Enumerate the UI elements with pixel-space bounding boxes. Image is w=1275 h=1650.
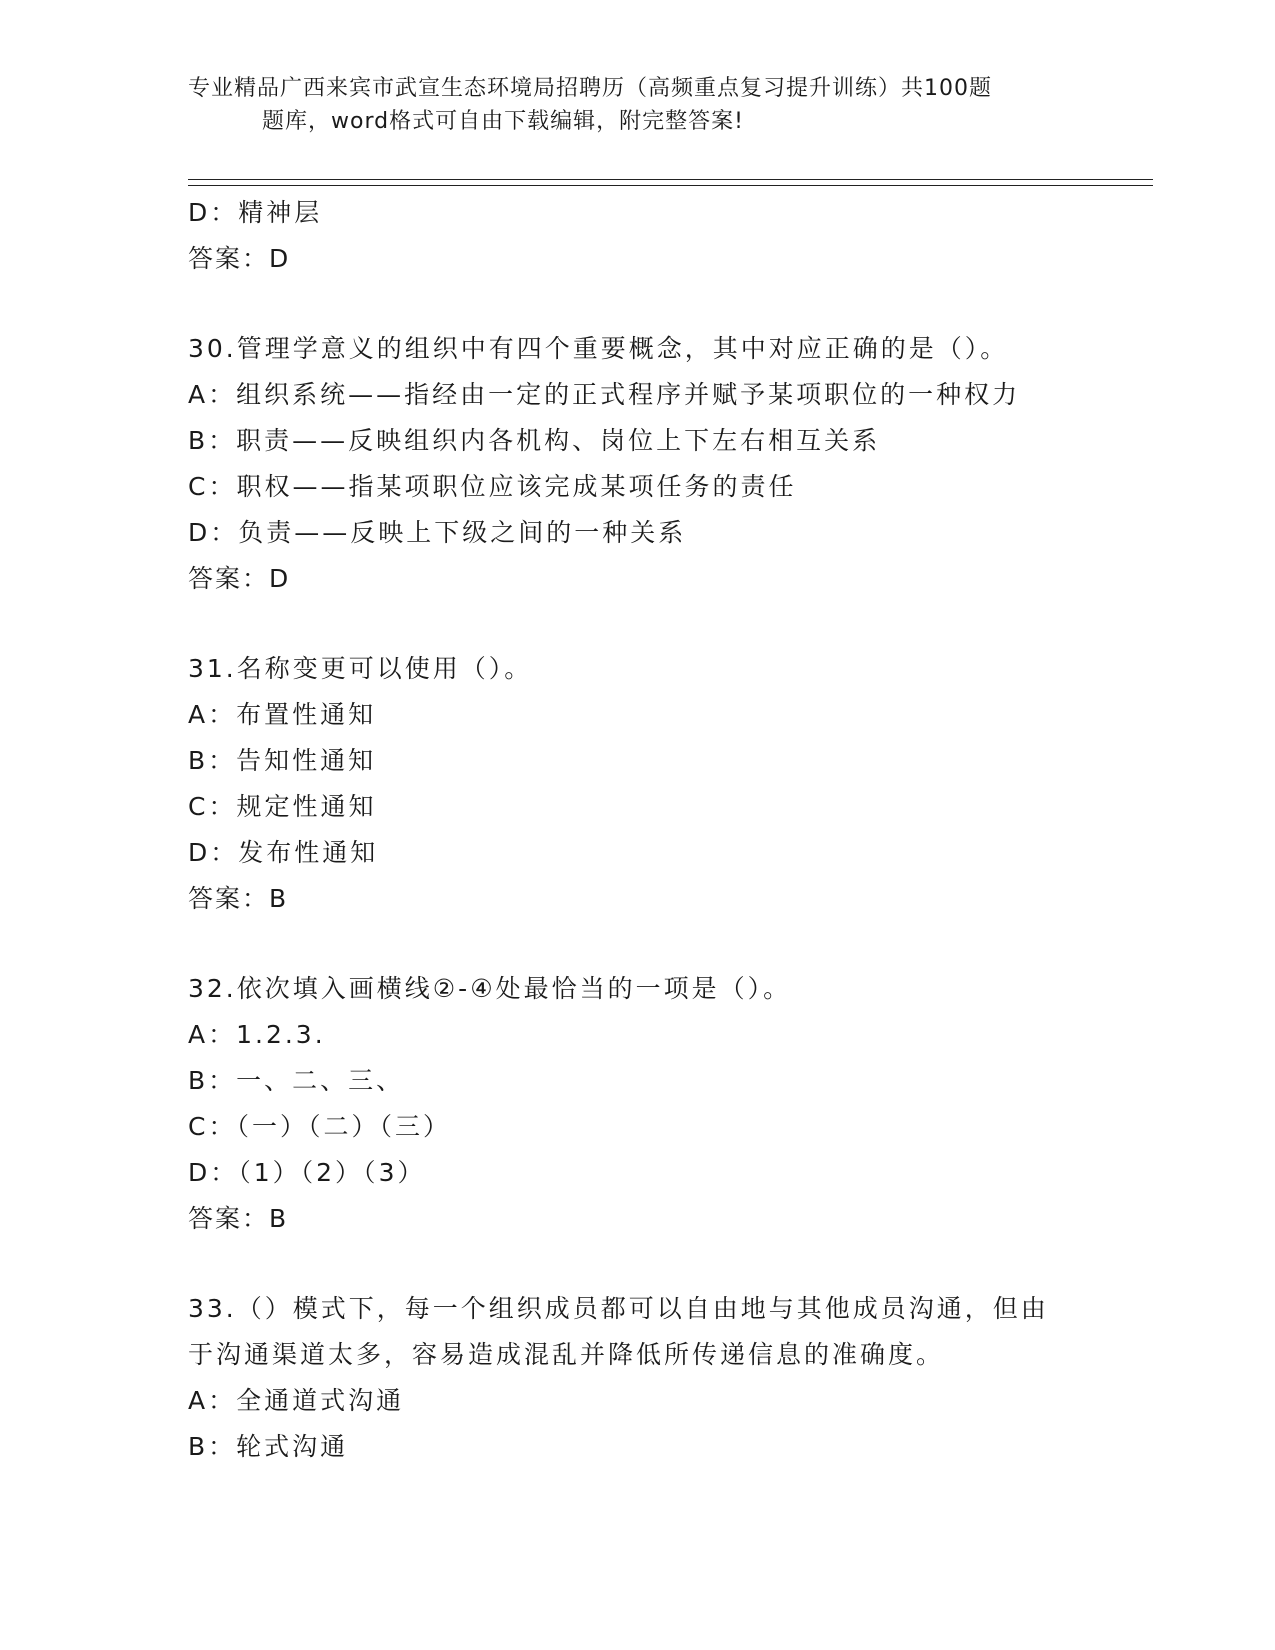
spacer: [188, 602, 1108, 646]
q31-option-c: C：规定性通知: [188, 792, 377, 821]
question-content: [188, 190, 1108, 1470]
q33-stem-line1: 33.（）模式下，每一个组织成员都可以自由地与其他成员沟通，但由: [188, 1294, 1049, 1323]
q33-option-b: B：轮式沟通: [188, 1432, 349, 1461]
q33-option-a: A：全通道式沟通: [188, 1386, 405, 1415]
spacer: [188, 1242, 1108, 1286]
document-header: [188, 72, 1068, 138]
header-title-line1: 专业精品广西来宾市武宣生态环境局招聘历（高频重点复习提升训练）共100题: [188, 76, 992, 101]
q31-option-b: B：告知性通知: [188, 746, 377, 775]
q30-option-a: A：组织系统——指经由一定的正式程序并赋予某项职位的一种权力: [188, 380, 1021, 409]
q33-stem-line2: 于沟通渠道太多，容易造成混乱并降低所传递信息的准确度。: [188, 1340, 945, 1369]
q29-option-d: D：精神层: [188, 198, 323, 227]
header-rule-top: [188, 179, 1153, 180]
q32-option-d: D：（1）（2）（3）: [188, 1158, 426, 1187]
q30-stem: 30.管理学意义的组织中有四个重要概念，其中对应正确的是（）。: [188, 334, 1009, 363]
q30-option-b: B：职责——反映组织内各机构、岗位上下左右相互关系: [188, 426, 881, 455]
header-title-line2: 题库，word格式可自由下载编辑，附完整答案!: [262, 109, 744, 134]
spacer: [188, 282, 1108, 326]
q30-option-c: C：职权——指某项职位应该完成某项任务的责任: [188, 472, 797, 501]
q32-stem: 32.依次填入画横线②-④处最恰当的一项是（）。: [188, 974, 792, 1003]
q32-option-c: C：（一）（二）（三）: [188, 1112, 451, 1141]
q29-answer: 答案：D: [188, 244, 291, 273]
spacer: [188, 922, 1108, 966]
q30-option-d: D：负责——反映上下级之间的一种关系: [188, 518, 687, 547]
header-rule-bottom: [188, 185, 1153, 186]
q31-option-d: D：发布性通知: [188, 838, 379, 867]
q31-answer: 答案：B: [188, 884, 289, 913]
q31-option-a: A：布置性通知: [188, 700, 377, 729]
q31-stem: 31.名称变更可以使用（）。: [188, 654, 533, 683]
q32-option-a: A：1.2.3.: [188, 1020, 326, 1049]
q32-option-b: B：一、二、三、: [188, 1066, 405, 1095]
q30-answer: 答案：D: [188, 564, 291, 593]
q32-answer: 答案：B: [188, 1204, 289, 1233]
